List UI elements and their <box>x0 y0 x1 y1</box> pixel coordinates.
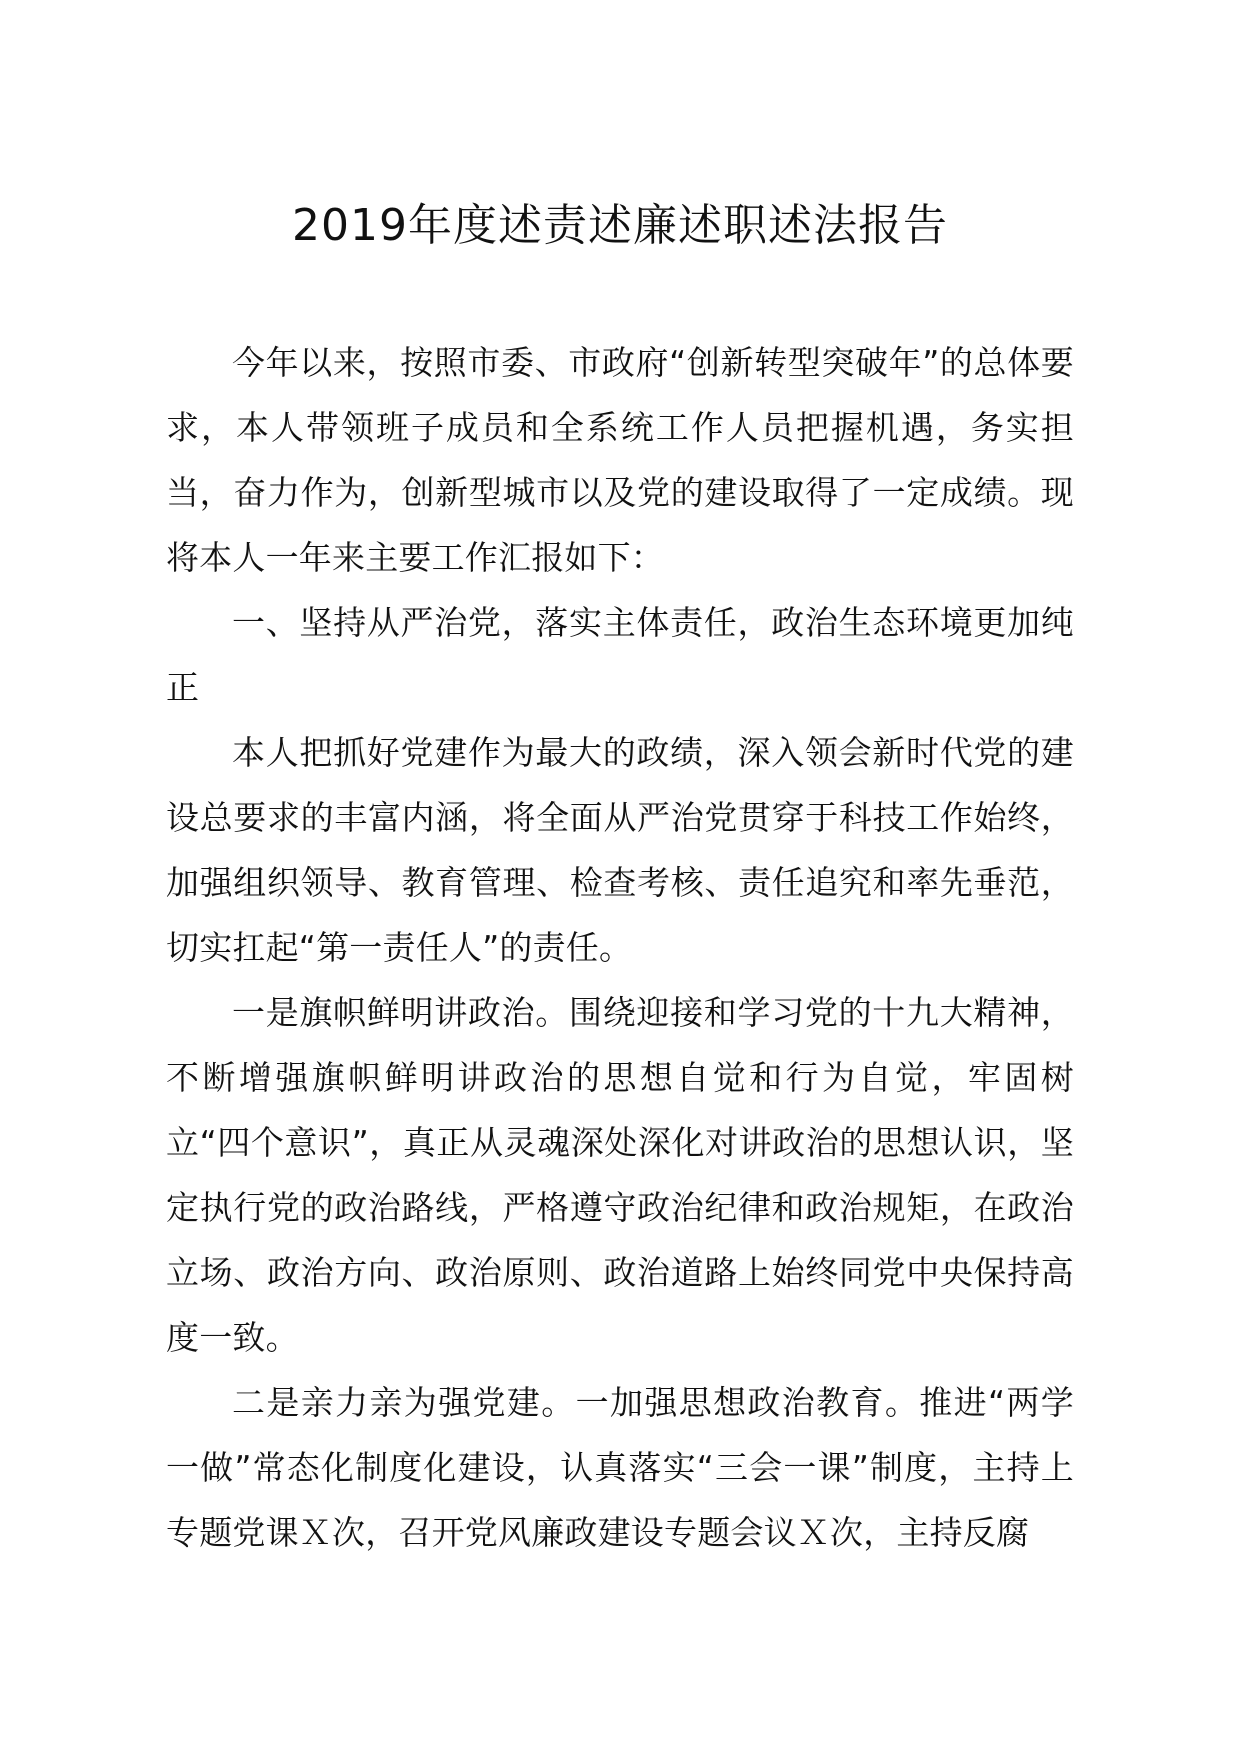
point-1-paragraph: 一是旗帜鲜明讲政治。围绕迎接和学习党的十九大精神，不断增强旗帜鲜明讲政治的思想自觉和行为自觉，牢固树立“四个意识”，真正从灵魂深处深化对讲政治的思想认识，坚定执行党的政治路线，严格遵守政治纪律和政治规矩，在政治立场、政治方向、政治原则、政治道路上始终同党中央保持高度一致。 <box>166 993 1074 1357</box>
point-2-paragraph: 二是亲力亲为强党建。一加强思想政治教育。推进“两学一做”常态化制度化建设，认真落实“三会一课”制度，主持上专题党课Ｘ次，召开党风廉政建设专题会议Ｘ次，主持反腐 <box>166 1383 1074 1552</box>
section-heading-1: 一、坚持从严治党，落实主体责任，政治生态环境更加纯正 <box>166 603 1074 707</box>
intro-paragraph: 今年以来，按照市委、市政府“创新转型突破年”的总体要求，本人带领班子成员和全系统工作人员把握机遇，务实担当，奋力作为，创新型城市以及党的建设取得了一定成绩。现将本人一年来主要工作汇报如下： <box>166 343 1074 577</box>
section-1-paragraph: 本人把抓好党建作为最大的政绩，深入领会新时代党的建设总要求的丰富内涵，将全面从严治党贯穿于科技工作始终，加强组织领导、教育管理、检查考核、责任追究和率先垂范，切实扛起“第一责任人”的责任。 <box>166 733 1074 967</box>
document-body <box>166 330 1074 1565</box>
document-title: 2019年度述责述廉述职述法报告 <box>292 200 948 251</box>
